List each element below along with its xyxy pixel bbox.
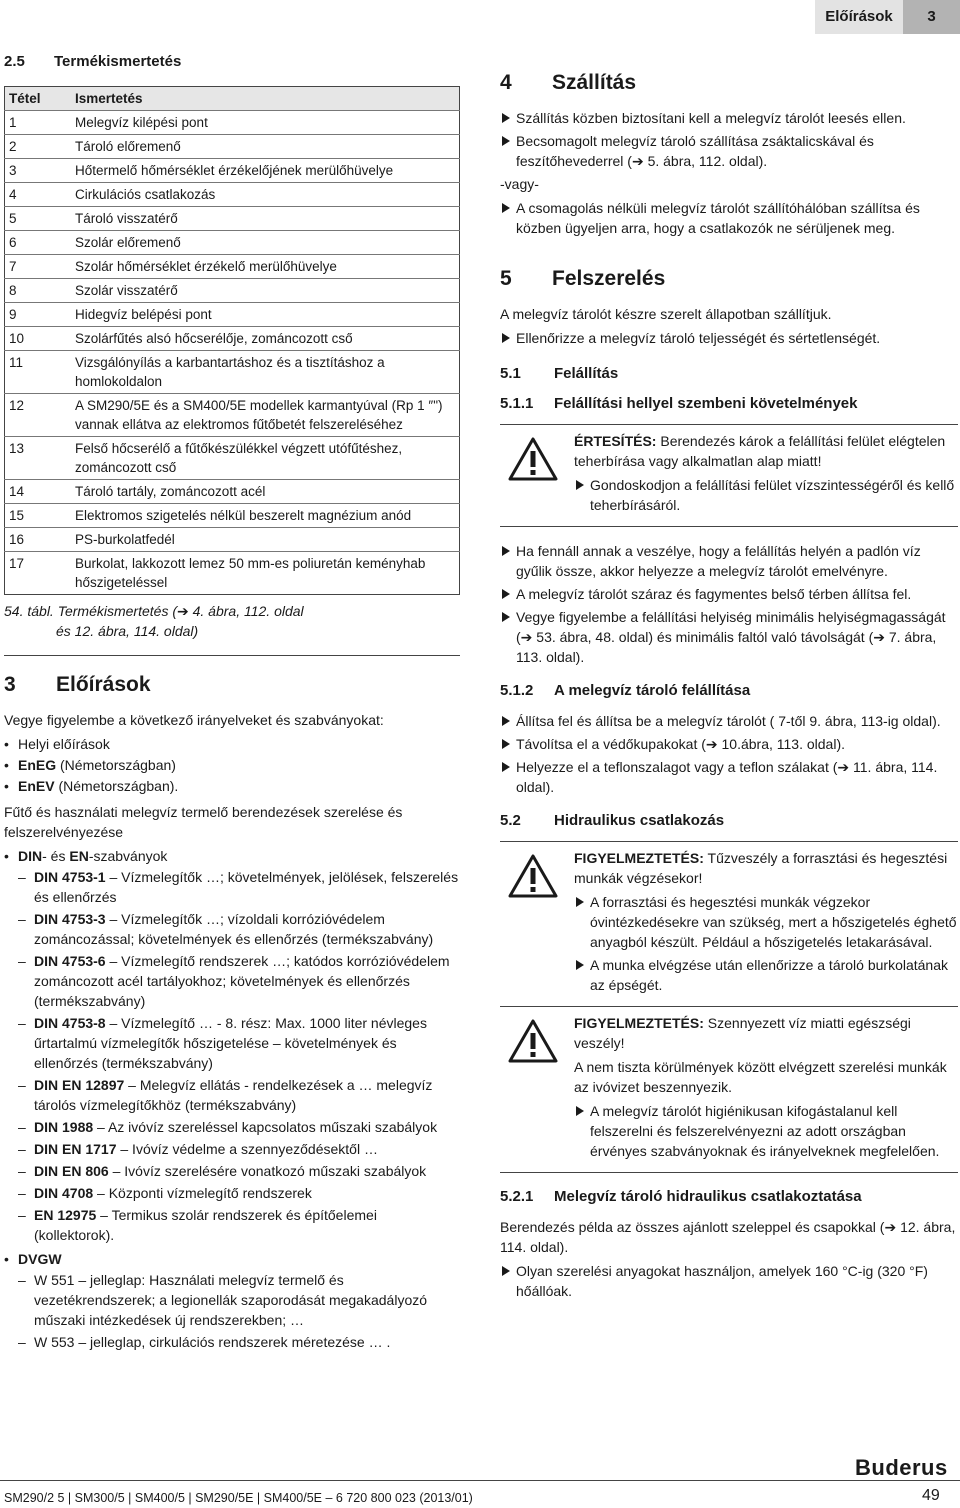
item-number: 6 (5, 231, 72, 255)
section-5-1-title: 5.1 Felállítás (500, 365, 619, 382)
warning-text: FIGYELMEZTETÉS: Tűzveszély a forrasztási és hegesztési munkák végzésekor! (574, 850, 948, 886)
item-description: Tároló előremenő (71, 135, 460, 159)
table-row (5, 135, 460, 159)
item-description: Szolárfűtés alsó hőcserélője, zománcozott cső (71, 327, 460, 351)
instruction-item: Távolítsa el a védőkupakokat (➔ 10.ábra, 113. oldal). (500, 734, 958, 754)
table-row (5, 480, 460, 504)
item-number: 17 (5, 552, 72, 595)
item-number: 5 (5, 207, 72, 231)
list-item: – EN 12975 – Termikus szolár rendszerek és építőelemei (kollektorok). (4, 1205, 460, 1245)
item-description: Felső hőcserélő a fűtőkészülékkel végzett utófűtéshez, zománcozott cső (71, 437, 460, 480)
warning-triangle-icon (508, 437, 558, 481)
instruction-item: Ellenőrizze a melegvíz tároló teljességét és sértetlenségét. (500, 328, 958, 348)
item-number: 4 (5, 183, 72, 207)
table-row (5, 303, 460, 327)
table-row (5, 552, 460, 595)
section-5-2-1-title: 5.2.1 Melegvíz tároló hidraulikus csatlakoztatása (500, 1188, 862, 1205)
item-description: Szolár előremenő (71, 231, 460, 255)
table-row (5, 255, 460, 279)
instruction-item: Helyezze el a teflonszalagot vagy a teflon szálakat (➔ 11. ábra, 114. oldal). (500, 757, 958, 797)
table-row (5, 351, 460, 394)
item-number: 13 (5, 437, 72, 480)
footer-models: SM290/2 5 | SM300/5 | SM400/5 | SM290/5E | SM400/5E – 6 720 800 023 (2013/01) (4, 1491, 473, 1505)
list-item: • DVGW (4, 1249, 460, 1269)
warning-triangle-icon (508, 1019, 558, 1063)
item-number: 14 (5, 480, 72, 504)
item-number: 9 (5, 303, 72, 327)
notice-box (500, 424, 958, 527)
section-5-1-1-title: 5.1.1 Felállítási hellyel szembeni követelmények (500, 395, 858, 412)
list-item: – DIN EN 1717 – Ivóvíz védelme a szennyeződésektől … (4, 1139, 460, 1159)
list-item: – DIN 4753-3 – Vízmelegítők …; vízoldali korrózióvédelem zománcozással; követelmények és ellenőrzés (termékszabvány) (4, 909, 460, 949)
section-2-5-title: 2.5 Termékismertetés (4, 53, 182, 70)
list-item: – DIN 4753-1 – Vízmelegítők …; követelmények, jelölések, felszerelés és ellenőrzés (4, 867, 460, 907)
item-number: 15 (5, 504, 72, 528)
item-description: Burkolat, lakkozott lemez 50 mm-es poliuretán keményhab hőszigeteléssel (71, 552, 460, 595)
header-section-tab: Előírások (815, 0, 903, 34)
right-column (500, 70, 958, 1304)
item-description: A SM290/5E és a SM400/5E modellek karmantyúval (Rp 1 ″") vannak ellátva az elektromos fűtőbetét felszereléséhez (71, 394, 460, 437)
table-caption: 54. tábl. Termékismertetés (➔ 4. ábra, 112. oldal és 12. ábra, 114. oldal) (4, 603, 304, 639)
table-row (5, 279, 460, 303)
item-description: PS-burkolatfedél (71, 528, 460, 552)
warning-box (500, 841, 958, 1007)
warning-box (500, 1007, 958, 1173)
warning-text: FIGYELMEZTETÉS: Szennyezett víz miatti egészségi veszély! (574, 1015, 911, 1051)
table-row (5, 183, 460, 207)
table-row (5, 231, 460, 255)
item-description: Szolár hőmérséklet érzékelő merülőhüvelye (71, 255, 460, 279)
item-number: 11 (5, 351, 72, 394)
section-5-title: 5 Felszerelés (500, 267, 666, 290)
notice-text: ÉRTESÍTÉS: Berendezés károk a felállítási felület elégtelen teherbírása vagy alkalmatlan alap miatt! (574, 433, 946, 469)
paragraph: Fűtő és használati melegvíz termelő berendezések szerelése és felszerelvényezése (4, 804, 403, 840)
table-row (5, 437, 460, 480)
item-description: Vizsgálónyílás a karbantartáshoz és a tisztításhoz a homlokoldalon (71, 351, 460, 394)
list-item: – DIN 4753-8 – Vízmelegítő … - 8. rész: Max. 1000 liter névleges űrtartalmú vízmelegítők hőszigetelése – követelmények és ellenőrzés (termékszabvány) (4, 1013, 460, 1073)
left-column (4, 52, 460, 1354)
table-row (5, 394, 460, 437)
list-item: – DIN 4708 – Központi vízmelegítő rendszerek (4, 1183, 460, 1203)
item-number: 10 (5, 327, 72, 351)
instruction-item: Ha fennáll annak a veszélye, hogy a felállítás helyén a padlón víz gyűlik össze, akkor helyezze a melegvíz tárolót emelvényre. (500, 541, 958, 581)
paragraph: A nem tiszta körülmények között elvégzett szerelési munkák az ivóvizet beszennyezik. (574, 1059, 947, 1095)
list-item: • EnEV (Németországban). (4, 776, 460, 796)
paragraph: A melegvíz tárolót készre szerelt állapotban szállítjuk. (500, 306, 832, 322)
table-row (5, 111, 460, 135)
item-number: 1 (5, 111, 72, 135)
item-number: 8 (5, 279, 72, 303)
table-row (5, 207, 460, 231)
footer-divider (0, 1480, 960, 1481)
item-number: 2 (5, 135, 72, 159)
list-item: – DIN 1988 – Az ivóvíz szereléssel kapcsolatos műszaki szabályok (4, 1117, 460, 1137)
item-description: Tároló tartály, zománcozott acél (71, 480, 460, 504)
instruction-item: Olyan szerelési anyagokat használjon, amelyek 160 °C-ig (320 °F) hőállóak. (500, 1261, 958, 1301)
brand-logo: Buderus (855, 1455, 948, 1480)
section-divider (4, 655, 460, 656)
list-item: – DIN EN 806 – Ivóvíz szerelésére vonatkozó műszaki szabályok (4, 1161, 460, 1181)
instruction-item: Állítsa fel és állítsa be a melegvíz tárolót ( 7-től 9. ábra, 113-ig oldal). (500, 711, 958, 731)
item-description: Tároló visszatérő (71, 207, 460, 231)
product-description-table (4, 86, 460, 595)
list-item: – DIN 4753-6 – Vízmelegítő rendszerek …; katódos korrózióvédelem zománcozott acél tartályokhoz; követelmények és ellenőrzés (termékszabvány) (4, 951, 460, 1011)
or-separator: -vagy- (500, 176, 539, 192)
table-row (5, 504, 460, 528)
section-5-1-2-title: 5.1.2 A melegvíz tároló felállítása (500, 682, 751, 699)
paragraph: Berendezés példa az összes ajánlott szeleppel és csapokkal (➔ 12. ábra, 114. oldal). (500, 1219, 956, 1255)
item-number: 12 (5, 394, 72, 437)
table-row (5, 159, 460, 183)
paragraph: Vegye figyelembe a következő irányelveket és szabványokat: (4, 712, 384, 728)
table-row (5, 528, 460, 552)
page-number: 49 (922, 1487, 940, 1504)
list-item: – W 553 – jelleglap, cirkulációs rendszerek méretezése … . (4, 1332, 460, 1352)
item-description: Hőtermelő hőmérséklet érzékelőjének merülőhüvelye (71, 159, 460, 183)
item-description: Cirkulációs csatlakozás (71, 183, 460, 207)
instruction-item: Vegye figyelembe a felállítási helyiség minimális helyiségmagasságát (➔ 53. ábra, 48. oldal) és minimális faltól való távolságát (➔ 7. ábra, 113. oldal). (500, 607, 958, 667)
table-row (5, 327, 460, 351)
instruction-item: A melegvíz tárolót száraz és fagymentes belső térben állítsa fel. (500, 584, 958, 604)
instruction-item: Szállítás közben biztosítani kell a melegvíz tárolót leesés ellen. (500, 108, 958, 128)
list-item: – W 551 – jelleglap: Használati melegvíz termelő és vezetékrendszerek; a legionellák szaporodását megakadályozó műszaki intézkedések új rendszerekben; … (4, 1270, 460, 1330)
list-item: • Helyi előírások (4, 734, 460, 754)
warning-triangle-icon (508, 854, 558, 898)
instruction-item: A forrasztási és hegesztési munkák végzekor óvintézkedésekre van szükség, mert a hőszigetelés éghető anyagból készült. Például a hőszigetelés letakarásával. (574, 892, 958, 952)
item-number: 16 (5, 528, 72, 552)
item-description: Hidegvíz belépési pont (71, 303, 460, 327)
item-description: Melegvíz kilépési pont (71, 111, 460, 135)
instruction-item: A munka elvégzése után ellenőrizze a tároló burkolatának az épségét. (574, 955, 958, 995)
instruction-item: Becsomagolt melegvíz tároló szállítása zsáktalicskával és feszítőhevederrel (➔ 5. ábra, 112. oldal). (500, 131, 958, 171)
col-header-description: Ismertetés (71, 87, 460, 111)
col-header-item: Tétel (5, 87, 72, 111)
instruction-item: Gondoskodjon a felállítási felület vízszintességéről és kellő teherbírásáról. (574, 475, 958, 515)
header-page-tab: 3 (903, 0, 960, 34)
list-item: • DIN- és EN-szabványok (4, 846, 460, 866)
instruction-item: A csomagolás nélküli melegvíz tárolót szállítóhálóban szállítsa és közben ügyeljen arra, hogy a csatlakozók ne sérüljenek meg. (500, 198, 958, 238)
table-header-row (5, 87, 460, 111)
section-5-2-title: 5.2 Hidraulikus csatlakozás (500, 812, 725, 829)
instruction-item: A melegvíz tárolót higiénikusan kifogástalanul kell felszerelni és felszerelvényezni az adott országban érvényes szabványoknak és irányelveknek megfelelően. (574, 1101, 958, 1161)
list-item: • EnEG (Németországban) (4, 755, 460, 775)
item-number: 3 (5, 159, 72, 183)
item-description: Elektromos szigetelés nélkül beszerelt magnézium anód (71, 504, 460, 528)
section-3-title: 3 Előírások (4, 673, 151, 696)
list-item: – DIN EN 12897 – Melegvíz ellátás - rendelkezések a … melegvíz tárolós vízmelegítőkhöz (termékszabvány) (4, 1075, 460, 1115)
section-4-title: 4 Szállítás (500, 71, 637, 94)
item-number: 7 (5, 255, 72, 279)
item-description: Szolár visszatérő (71, 279, 460, 303)
